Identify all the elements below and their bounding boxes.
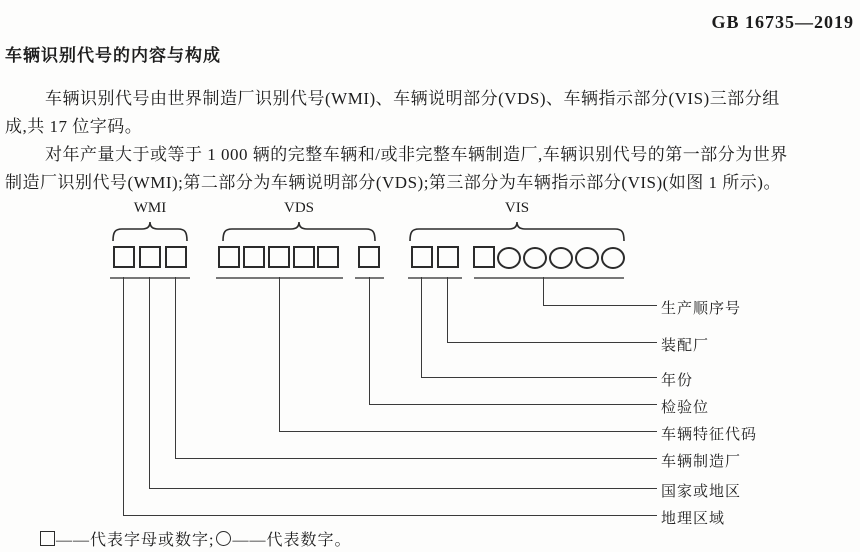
vis-cell-2-plant bbox=[437, 246, 459, 268]
wmi-cell-1 bbox=[113, 246, 135, 268]
line-country-region-v bbox=[149, 277, 150, 488]
wmi-brace bbox=[112, 221, 188, 243]
line-year-v bbox=[421, 277, 422, 377]
vis-cell-1-year bbox=[411, 246, 433, 268]
callout-check-digit: 检验位 bbox=[661, 400, 710, 416]
callout-country-or-region: 国家或地区 bbox=[661, 484, 742, 500]
line-geographic-area-h bbox=[123, 515, 657, 516]
line-check-digit-v bbox=[369, 277, 370, 404]
line-country-region-h bbox=[149, 488, 657, 489]
line-manufacturer-v bbox=[175, 277, 176, 458]
standard-number: GB 16735—2019 bbox=[711, 12, 854, 32]
vds-cell-2 bbox=[243, 246, 265, 268]
vds-cell-1 bbox=[218, 246, 240, 268]
vis-brace bbox=[409, 221, 625, 243]
line-check-digit-h bbox=[369, 404, 657, 405]
vds-brace bbox=[222, 221, 376, 243]
vis-seq-cell-1 bbox=[473, 246, 495, 268]
vis-seq-cell-5 bbox=[575, 247, 599, 269]
line-geographic-area-v bbox=[123, 277, 124, 515]
callout-assembly-plant: 装配厂 bbox=[661, 338, 710, 354]
vds-cell-4 bbox=[293, 246, 315, 268]
vis-seq-cell-4 bbox=[549, 247, 573, 269]
line-year-h bbox=[421, 377, 657, 378]
callout-vehicle-feature-code: 车辆特征代码 bbox=[661, 427, 758, 443]
vds-cell-6-check-digit bbox=[358, 246, 380, 268]
line-manufacturer-h bbox=[175, 458, 657, 459]
square-symbol-icon bbox=[40, 531, 55, 546]
circle-symbol-icon bbox=[216, 531, 231, 546]
paragraph1-line2: 成,共 17 位字码。 bbox=[5, 117, 143, 136]
figure-legend bbox=[40, 527, 351, 550]
line-plant-v bbox=[447, 277, 448, 342]
callout-year: 年份 bbox=[661, 373, 694, 389]
line-feature-code-h bbox=[279, 431, 657, 432]
sequence-group-tick bbox=[474, 277, 624, 279]
paragraph1-line1: 车辆识别代号由世界制造厂识别代号(WMI)、车辆说明部分(VDS)、车辆指示部分(VIS)三部分组 bbox=[45, 89, 780, 108]
vds-cell-5 bbox=[317, 246, 339, 268]
callout-geographic-area: 地理区域 bbox=[661, 511, 726, 527]
wmi-cell-2 bbox=[139, 246, 161, 268]
line-plant-h bbox=[447, 342, 657, 343]
vis-seq-cell-6 bbox=[601, 247, 625, 269]
line-sequence-h bbox=[543, 305, 657, 306]
line-sequence-v bbox=[543, 277, 544, 305]
group-label-vis: VIS bbox=[504, 200, 530, 216]
callout-production-sequence: 生产顺序号 bbox=[661, 301, 742, 317]
callout-vehicle-manufacturer: 车辆制造厂 bbox=[661, 454, 742, 470]
group-label-wmi: WMI bbox=[133, 200, 167, 216]
wmi-cell-3 bbox=[165, 246, 187, 268]
paragraph2-line2: 制造厂识别代号(WMI);第二部分为车辆说明部分(VDS);第三部分为车辆指示部分(VIS)(如图 1 所示)。 bbox=[5, 173, 781, 192]
legend-circle-text: ——代表数字。 bbox=[232, 532, 352, 549]
vis-seq-cell-2 bbox=[497, 247, 521, 269]
vds-cell-3 bbox=[268, 246, 290, 268]
legend-square-text: ——代表字母或数字; bbox=[56, 532, 215, 549]
page-title: 车辆识别代号的内容与构成 bbox=[5, 46, 221, 65]
group-label-vds: VDS bbox=[283, 200, 314, 216]
paragraph2-line1: 对年产量大于或等于 1 000 辆的完整车辆和/或非完整车辆制造厂,车辆识别代号的第一部分为世界 bbox=[45, 145, 788, 164]
line-feature-code-v bbox=[279, 277, 280, 431]
vis-seq-cell-3 bbox=[523, 247, 547, 269]
